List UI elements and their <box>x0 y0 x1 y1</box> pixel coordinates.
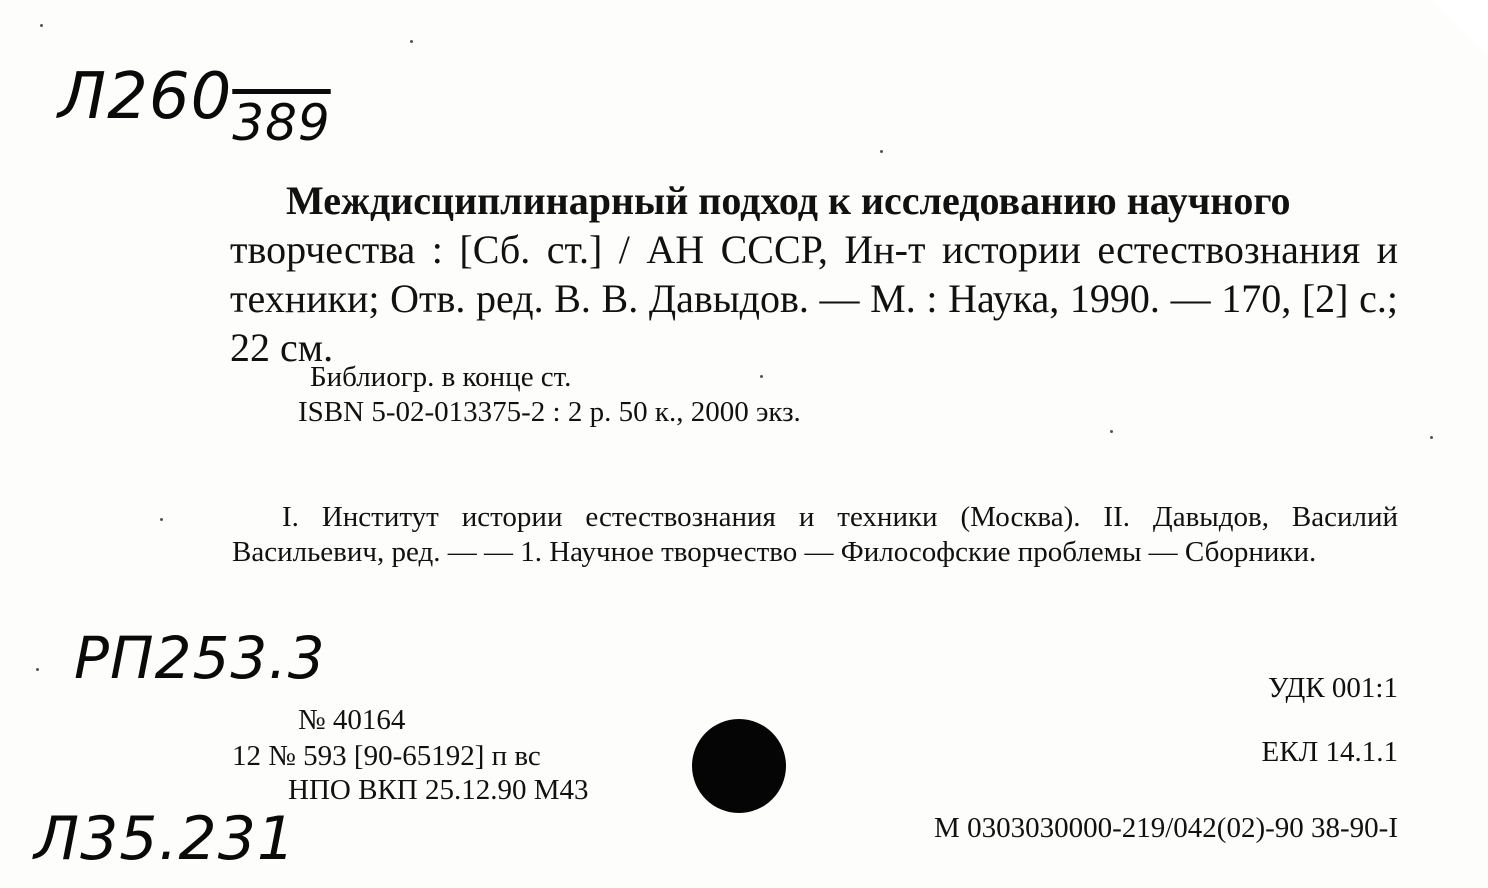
order-number: № 40164 <box>298 704 406 736</box>
card-corner-cut <box>1431 0 1488 57</box>
code-line: М 0303030000-219/042(02)-90 38-90-I <box>934 812 1398 844</box>
scan-speck <box>40 24 43 27</box>
scan-speck <box>760 375 763 378</box>
scan-speck <box>410 40 413 43</box>
shelfmark-bottom: Л35.231 <box>34 804 297 874</box>
added-entries-text: I. Институт истории естествознания и техники (Москва). II. Давыдов, Василий Васильевич, ред. — — 1. Научное творчество — Философские проблемы — Сборники. <box>232 501 1398 568</box>
title-rest: творчества : [Сб. ст.] / АН СССР, Ин-т истории естествознания и техники; Отв. ред. В. В. Давыдов. — М. : Наука, 1990. — 170, [2] с.; 22 см. <box>230 227 1398 370</box>
scan-speck <box>1110 430 1113 433</box>
shelfmark-top-sub: 389 <box>232 94 331 152</box>
title-bold: Междисциплинарный подход к исследованию научного <box>286 178 1291 223</box>
note-isbn: ISBN 5-02-013375-2 : 2 р. 50 к., 2000 экз. <box>298 396 801 428</box>
note-bibliography: Библиогр. в конце ст. <box>310 361 572 393</box>
print-line-2: НПО ВКП 25.12.90 М43 <box>288 774 589 806</box>
bibliographic-description <box>230 176 1398 372</box>
udc-code: УДК 001:1 <box>1267 672 1398 704</box>
print-line-1: 12 № 593 [90-65192] п вс <box>232 740 541 772</box>
scan-speck <box>880 150 883 153</box>
added-entries <box>232 500 1398 570</box>
punch-hole <box>692 719 786 813</box>
scan-speck <box>160 518 163 521</box>
scan-speck <box>36 668 39 671</box>
scan-speck <box>1430 436 1433 439</box>
classification-handwritten: РП253.3 <box>74 624 326 692</box>
ekl-code: ЕКЛ 14.1.1 <box>1261 736 1398 768</box>
shelfmark-top-main: Л260 <box>58 60 233 134</box>
shelfmark-top <box>58 60 331 152</box>
